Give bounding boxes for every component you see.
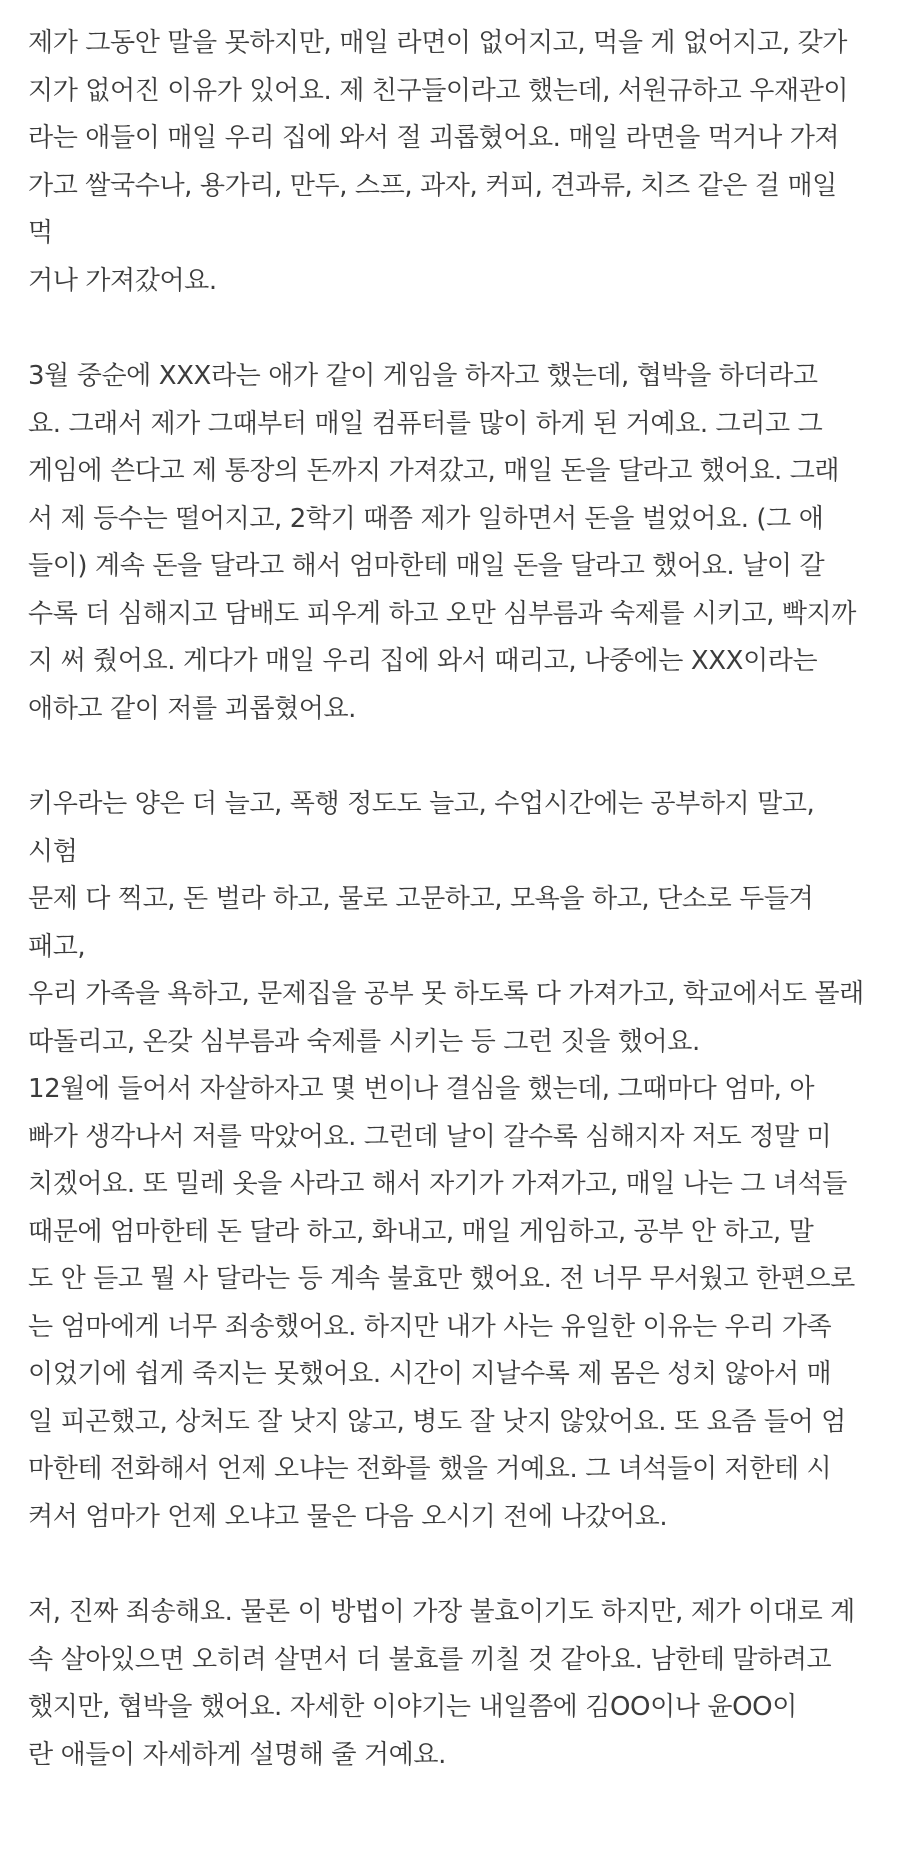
paragraph-5: 저, 진짜 죄송해요. 물론 이 방법이 가장 불효이기도 하지만, 제가 이대로 계 속 살아있으면 오히려 살면서 더 불효를 끼칠 것 같아요. 남한테 말하려고 했지만, 협박을 했어요. 자세한 이야기는 내일쯤에 김OO이나 윤OO이 란 애들이 자세하게 설명해 줄 거예요. [28, 1597, 855, 1770]
paragraph-4: 12월에 들어서 자살하자고 몇 번이나 결심을 했는데, 그때마다 엄마, 아 빠가 생각나서 저를 막았어요. 그런데 날이 갈수록 심해지자 저도 정말 미 치겠어요. 또 밀레 옷을 사라고 해서 자기가 가져가고, 매일 나는 그 녀석들 때문에 엄마한테 돈 달라 하고, 화내고, 매일 게임하고, 공부 안 하고, 말 도 안 듣고 뭘 사 달라는 등 계속 불효만 했어요. 전 너무 무서웠고 한편으로 는 엄마에게 너무 죄송했어요. 하지만 내가 사는 유일한 이유는 우리 가족 이었기에 쉽게 죽지는 못했어요. 시간이 지날수록 제 몸은 성치 않아서 매 일 피곤했고, 상처도 잘 낫지 않고, 병도 잘 낫지 않았어요. 또 요즘 들어 엄 마한테 전화해서 언제 오냐는 전화를 했을 거예요. 그 녀석들이 저한테 시 켜서 엄마가 언제 오냐고 물은 다음 오시기 전에 나갔어요. [28, 1074, 855, 1532]
paragraph-3: 키우라는 양은 더 늘고, 폭행 정도도 늘고, 수업시간에는 공부하지 말고, 시험 문제 다 찍고, 돈 벌라 하고, 물로 고문하고, 모욕을 하고, 단소로 두들겨 패고, 우리 가족을 욕하고, 문제집을 공부 못 하도록 다 가져가고, 학교에서도 몰래 따돌리고, 온갖 심부름과 숙제를 시키는 등 그런 짓을 했어요. [28, 789, 864, 1057]
paragraph-1: 제가 그동안 말을 못하지만, 매일 라면이 없어지고, 먹을 게 없어지고, 갖가 지가 없어진 이유가 있어요. 제 친구들이라고 했는데, 서원규하고 우재관이 라는 애들이 매일 우리 집에 와서 절 괴롭혔어요. 매일 라면을 먹거나 가져 가고 쌀국수나, 용가리, 만두, 스프, 과자, 커피, 견과류, 치즈 같은 걸 매일 먹 거나 가져갔어요. [28, 28, 849, 296]
paragraph-2: 3월 중순에 XXX라는 애가 같이 게임을 하자고 했는데, 협박을 하더라고 요. 그래서 제가 그때부터 매일 컴퓨터를 많이 하게 된 거예요. 그리고 그 게임에 쓴다고 제 통장의 돈까지 가져갔고, 매일 돈을 달라고 했어요. 그래 서 제 등수는 떨어지고, 2학기 때쯤 제가 일하면서 돈을 벌었어요. (그 애 들이) 계속 돈을 달라고 해서 엄마한테 매일 돈을 달라고 했어요. 날이 갈 수록 더 심해지고 담배도 피우게 하고 오만 심부름과 숙제를 시키고, 빡지까 지 써 줬어요. 게다가 매일 우리 집에 와서 때리고, 나중에는 XXX이라는 애하고 같이 저를 괴롭혔어요. [28, 361, 856, 724]
